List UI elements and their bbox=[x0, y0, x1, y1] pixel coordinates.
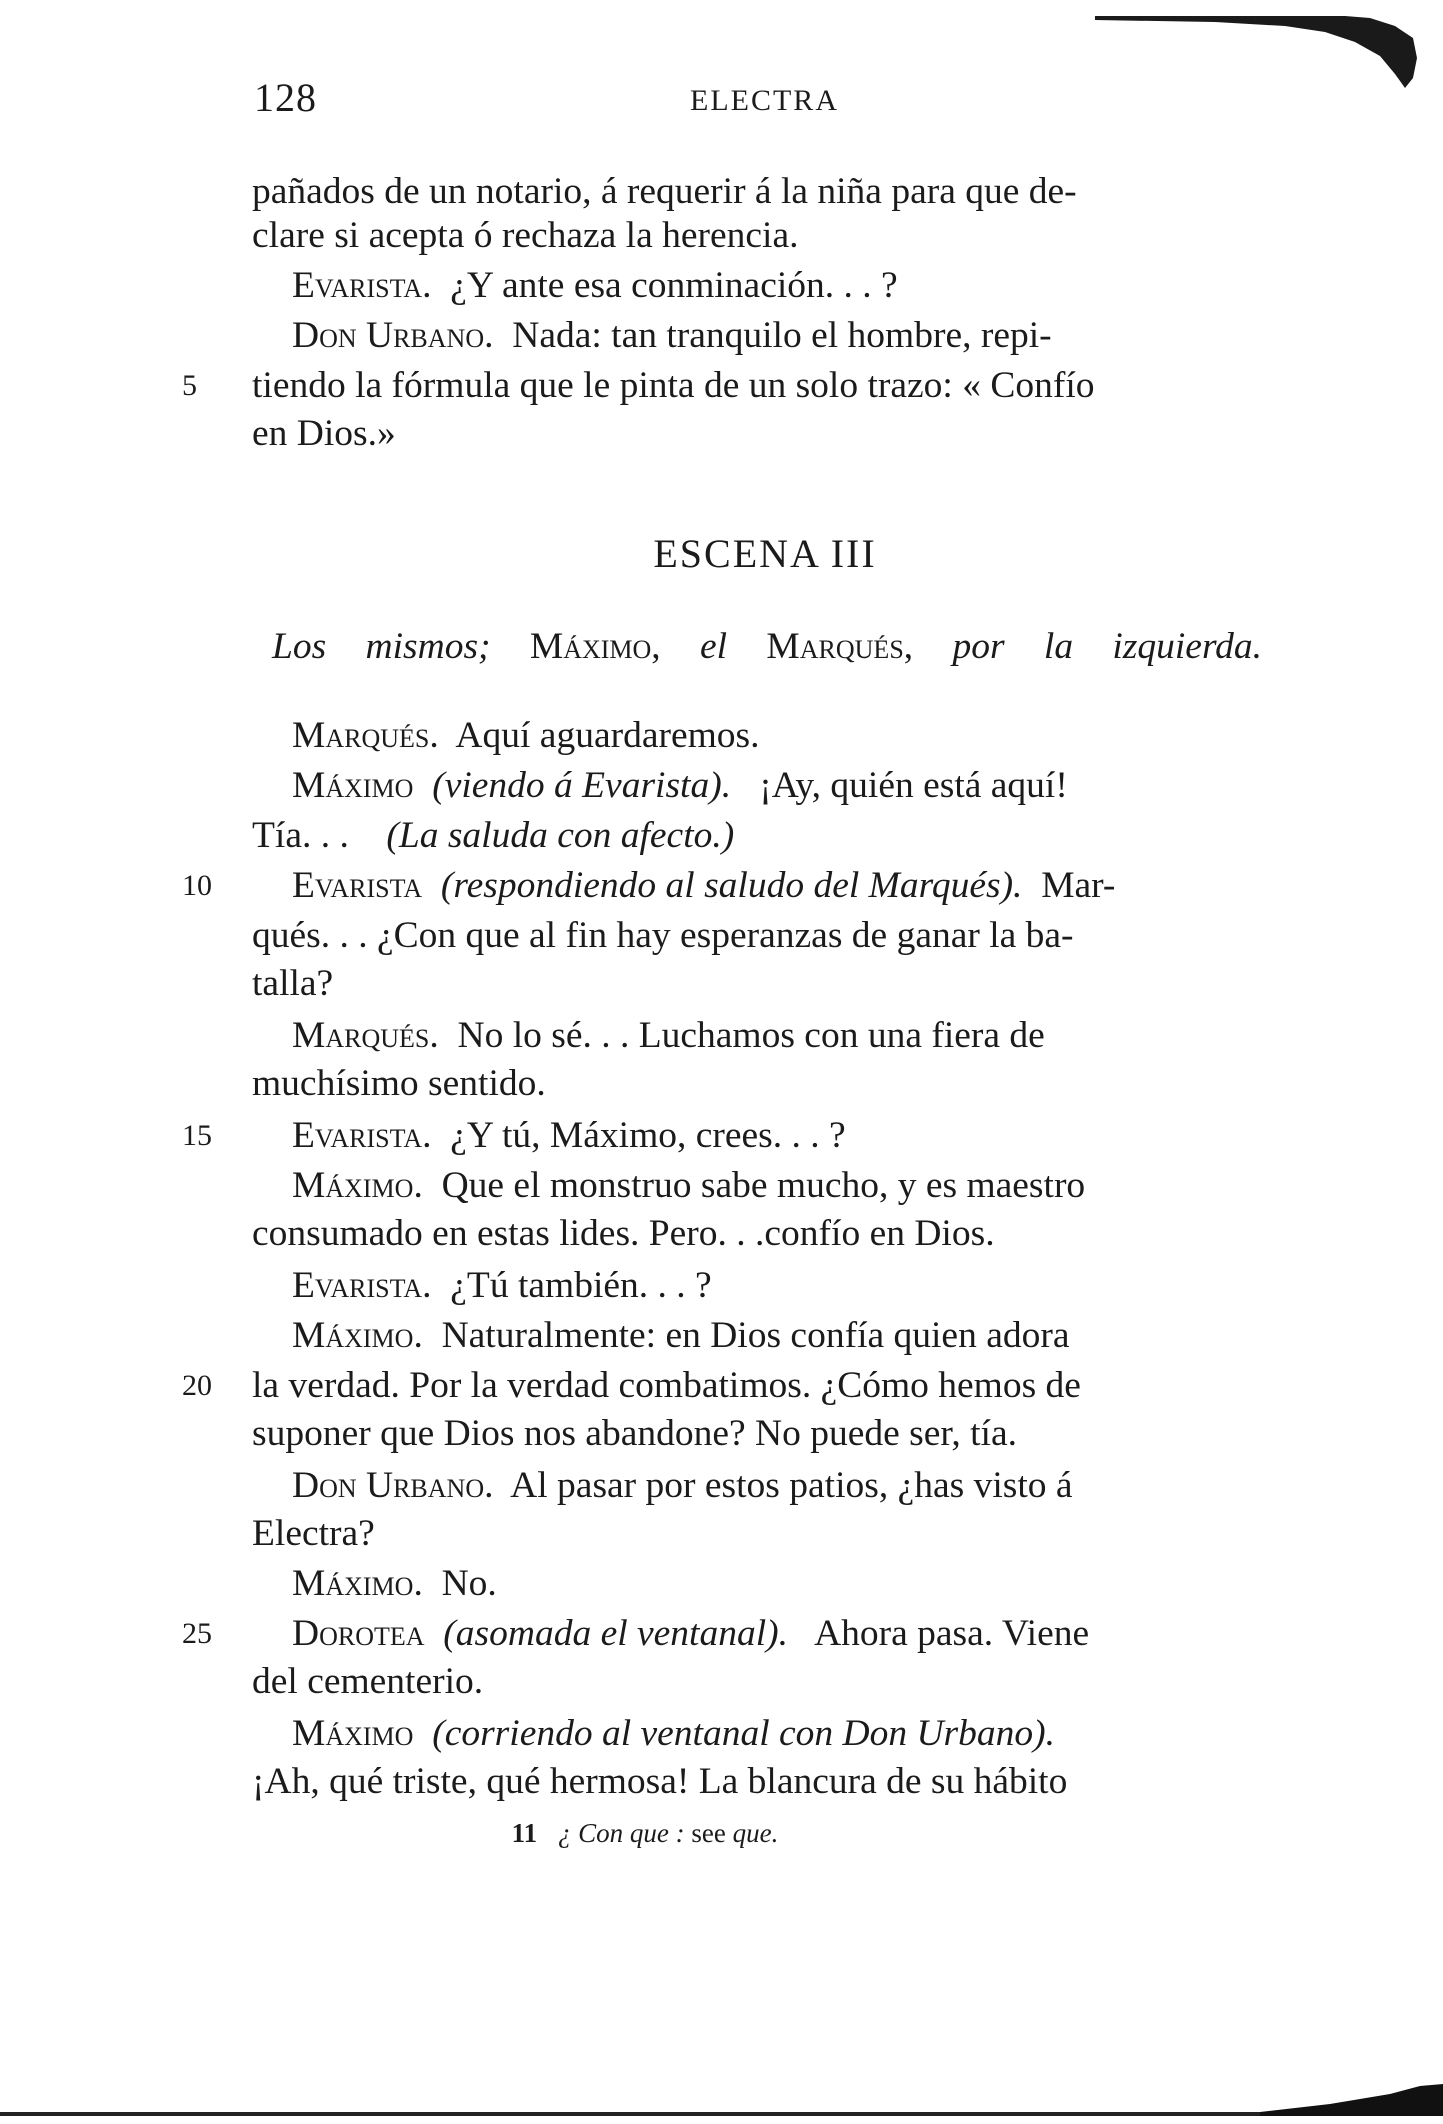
speaker-name: Marqués. bbox=[292, 1015, 439, 1056]
line-number: 15 bbox=[182, 1119, 212, 1152]
text-line: Electra? bbox=[252, 1513, 375, 1554]
scan-bottom-edge bbox=[0, 2064, 1443, 2124]
footnote-target: que. bbox=[732, 1818, 779, 1848]
speech-line bbox=[292, 714, 760, 758]
speech-text: Naturalmente: en Dios confía quien adora bbox=[441, 1315, 1070, 1356]
text-line: tiendo la fórmula que le pinta de un solo trazo: « Confío bbox=[252, 365, 1095, 406]
speech-line bbox=[292, 1464, 1287, 1508]
speech-line bbox=[292, 1014, 1287, 1058]
stage-direction: (corriendo al ventanal con Don Urbano). bbox=[432, 1713, 1056, 1754]
speech-text: No. bbox=[441, 1563, 497, 1604]
speech-text: ¿Tú también. . . ? bbox=[450, 1265, 712, 1306]
cast-character: Marqués, bbox=[766, 626, 914, 667]
cast-text: el bbox=[700, 626, 728, 667]
text-line: consumado en estas lides. Pero. . .confío en Dios. bbox=[252, 1213, 995, 1254]
speech-line bbox=[292, 1612, 1287, 1656]
speech-text: ¡Ay, quién está aquí! bbox=[759, 765, 1068, 806]
speech-line bbox=[292, 1712, 1287, 1756]
speaker-name: Marqués. bbox=[292, 715, 439, 756]
speaker-name: Evarista bbox=[292, 865, 423, 906]
speech-line bbox=[292, 764, 1287, 808]
speech-text: ¿Y tú, Máximo, crees. . . ? bbox=[450, 1115, 846, 1156]
line-number: 10 bbox=[182, 869, 212, 902]
cast-character: Máximo, bbox=[529, 626, 661, 667]
text-line: qués. . . ¿Con que al fin hay esperanzas de ganar la ba- bbox=[252, 915, 1074, 956]
speech-text: Que el monstruo sabe mucho, y es maestro bbox=[441, 1165, 1086, 1206]
speech-line bbox=[292, 1314, 1287, 1358]
footnote-number: 11 bbox=[511, 1818, 538, 1848]
line-number: 20 bbox=[182, 1369, 212, 1402]
scan-corner-mark bbox=[1095, 8, 1425, 98]
speech-text: Ahora pasa. Viene bbox=[814, 1613, 1090, 1654]
text-line: en Dios.» bbox=[252, 413, 396, 454]
text-line: clare si acepta ó rechaza la herencia. bbox=[252, 215, 799, 256]
speaker-name: Máximo bbox=[292, 765, 414, 806]
scene-heading: ESCENA III bbox=[653, 531, 877, 576]
speaker-name: Máximo. bbox=[292, 1165, 423, 1206]
speech-text: Tía. . . bbox=[252, 815, 349, 856]
stage-direction: (respondiendo al saludo del Marqués). bbox=[440, 865, 1023, 906]
speech-line bbox=[292, 1264, 712, 1308]
speaker-name: Evarista. bbox=[292, 1265, 432, 1306]
speech-line bbox=[292, 1164, 1287, 1208]
text-line: pañados de un notario, á requerir á la niña para que de- bbox=[252, 171, 1077, 212]
speech-text: Nada: tan tranquilo el hombre, repi- bbox=[512, 315, 1052, 356]
cast-text: por la izquierda. bbox=[952, 626, 1263, 667]
speaker-name: Máximo bbox=[292, 1713, 414, 1754]
speaker-name: Máximo. bbox=[292, 1315, 423, 1356]
text-line: ¡Ah, qué triste, qué hermosa! La blancura de su hábito bbox=[252, 1761, 1068, 1802]
speech-line bbox=[292, 864, 1287, 908]
text-line: talla? bbox=[252, 963, 334, 1004]
line-number: 5 bbox=[182, 369, 197, 402]
text-line: la verdad. Por la verdad combatimos. ¿Cómo hemos de bbox=[252, 1365, 1081, 1406]
speech-text: ¿Y ante esa conminación. . . ? bbox=[450, 265, 898, 306]
speaker-name: Don Urbano. bbox=[292, 1465, 494, 1506]
speech-line bbox=[292, 314, 1287, 358]
scene-cast-line bbox=[272, 625, 1262, 668]
speaker-name: Evarista. bbox=[292, 1115, 432, 1156]
speaker-name: Dorotea bbox=[292, 1613, 425, 1654]
cast-text: Los mismos; bbox=[272, 626, 491, 667]
speech-text: Mar- bbox=[1041, 865, 1116, 906]
text-line: suponer que Dios nos abandone? No puede ser, tía. bbox=[252, 1413, 1017, 1454]
speech-line bbox=[292, 264, 898, 308]
footnote-see: see bbox=[691, 1818, 726, 1848]
speaker-name: Evarista. bbox=[292, 265, 432, 306]
stage-direction: (asomada el ventanal). bbox=[443, 1613, 788, 1654]
page-number: 128 bbox=[254, 75, 317, 120]
line-number: 25 bbox=[182, 1617, 212, 1650]
text-line: muchísimo sentido. bbox=[252, 1063, 546, 1104]
running-head: ELECTRA bbox=[690, 84, 839, 117]
speech-text: Aquí aguardaremos. bbox=[455, 715, 760, 756]
speech-text: No lo sé. . . Luchamos con una fiera de bbox=[457, 1015, 1045, 1056]
footnote-ref: ¿ Con que : bbox=[557, 1818, 685, 1848]
stage-direction: (viendo á Evarista). bbox=[432, 765, 732, 806]
footnote bbox=[0, 1818, 1290, 1849]
speech-line bbox=[252, 814, 734, 858]
speaker-name: Don Urbano. bbox=[292, 315, 494, 356]
speaker-name: Máximo. bbox=[292, 1563, 423, 1604]
speech-text: Al pasar por estos patios, ¿has visto á bbox=[510, 1465, 1073, 1506]
speech-line bbox=[292, 1114, 846, 1158]
text-line: del cementerio. bbox=[252, 1661, 484, 1702]
stage-direction: (La saluda con afecto.) bbox=[386, 815, 735, 856]
speech-line bbox=[292, 1562, 497, 1606]
